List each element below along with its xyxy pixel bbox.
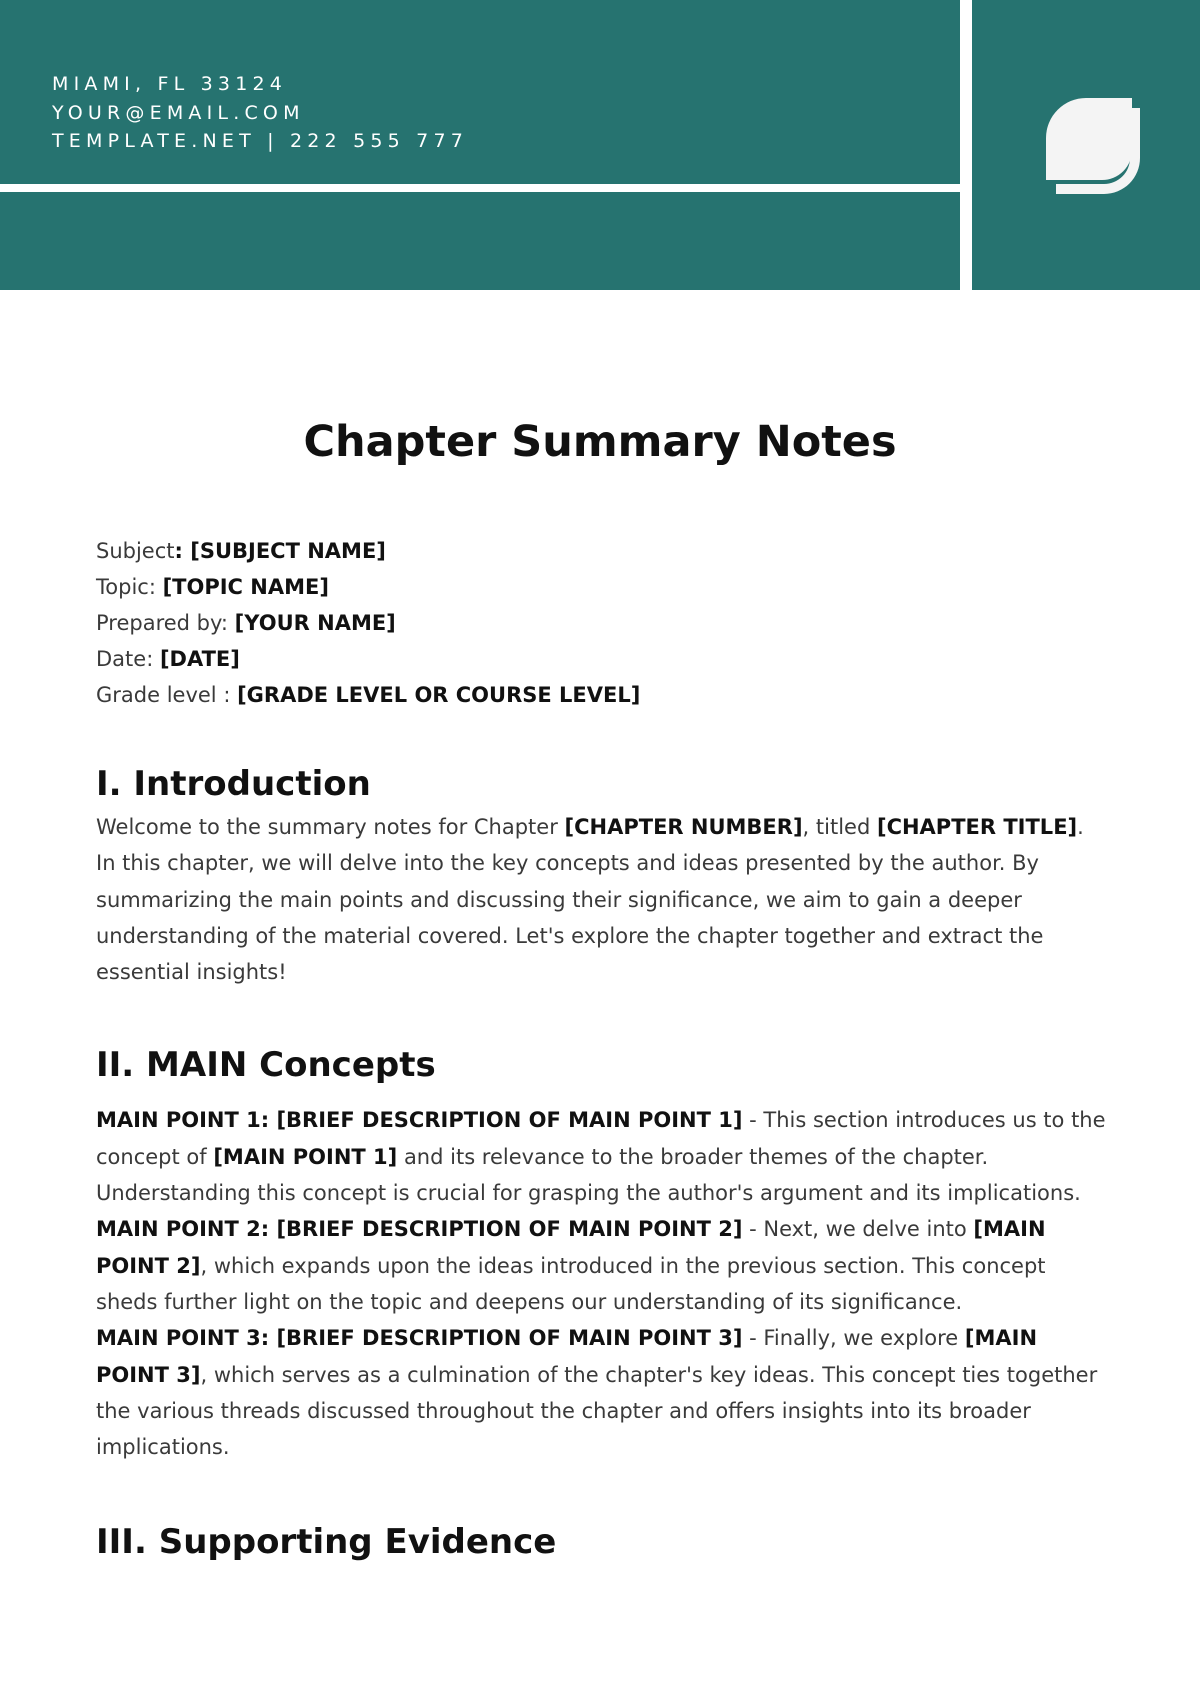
meta-date [96, 641, 1106, 677]
meta-label: Topic: [96, 575, 163, 599]
section-heading-supporting-evidence: III. Supporting Evidence [96, 1522, 557, 1563]
main-point-paragraph [96, 1320, 1106, 1465]
meta-value: [YOUR NAME] [234, 611, 396, 635]
section-heading-introduction: I. Introduction [96, 764, 371, 804]
meta-prepared-by [96, 605, 1106, 641]
meta-subject [96, 533, 1106, 569]
letterhead-header [0, 0, 1200, 290]
header-teal-strip [0, 192, 960, 290]
page-title: Chapter Summary Notes [303, 417, 897, 467]
main-point-ref: [MAIN POINT 2] [96, 1217, 1046, 1278]
main-point-label: MAIN POINT 2: [BRIEF DESCRIPTION OF MAIN POINT 2] [96, 1217, 743, 1242]
chapter-number-placeholder: [CHAPTER NUMBER] [564, 815, 803, 839]
meta-label: Subject [96, 539, 175, 563]
main-point-text: , which serves as a culmination of the chapter's key ideas. This concept ties together the various threads discussed throughout the chapter and offers insights into its broader implications. [96, 1362, 1098, 1460]
chapter-title-placeholder: [CHAPTER TITLE] [876, 815, 1078, 839]
section-heading-main-concepts: II. MAIN Concepts [96, 1045, 436, 1086]
document-body [96, 533, 1106, 1567]
main-point-ref: [MAIN POINT 3] [96, 1326, 1038, 1387]
meta-value: [TOPIC NAME] [162, 575, 329, 599]
meta-label: Prepared by: [96, 611, 235, 635]
intro-text: . In this chapter, we will delve into the key concepts and ideas presented by the author. By summarizing the main points and discussing their significance, we aim to gain a deeper understanding of the material covered. Let's explore the chapter together and extract the essential insights! [96, 815, 1084, 985]
meta-grade-level [96, 677, 1106, 713]
meta-value: [SUBJECT NAME] [190, 539, 386, 563]
introduction-paragraph [96, 809, 1106, 990]
main-point-label: MAIN POINT 1: [BRIEF DESCRIPTION OF MAIN POINT 1] [96, 1108, 743, 1133]
main-point-text: - This section introduces us to the concept of [96, 1108, 1106, 1169]
meta-label: Date: [96, 647, 160, 671]
meta-value: [DATE] [159, 647, 240, 671]
main-point-label: MAIN POINT 3: [BRIEF DESCRIPTION OF MAIN POINT 3] [96, 1326, 743, 1351]
main-point-paragraph [96, 1102, 1106, 1211]
contact-website-phone: TEMPLATE.NET | 222 555 777 [52, 130, 469, 152]
main-point-text: - Finally, we explore [742, 1326, 965, 1351]
main-point-ref: [MAIN POINT 1] [213, 1144, 398, 1169]
main-point-text: - Next, we delve into [742, 1217, 974, 1242]
main-point-text: , which expands upon the ideas introduced in the previous section. This concept sheds further light on the topic and deepens our understanding of its significance. [96, 1253, 1046, 1314]
contact-info [52, 70, 468, 156]
main-point-paragraph [96, 1211, 1106, 1320]
meta-label: Grade level : [96, 683, 238, 707]
meta-fields [96, 533, 1106, 713]
meta-topic [96, 569, 1106, 605]
leaf-shape-icon [1044, 96, 1144, 196]
main-points-list [96, 1102, 1106, 1465]
intro-text: , titled [802, 815, 877, 839]
contact-email: YOUR@EMAIL.COM [52, 101, 305, 124]
main-point-text: and its relevance to the broader themes of the chapter. Understanding this concept is crucial for grasping the author's argument and its implications. [96, 1144, 1081, 1206]
meta-value: [GRADE LEVEL OR COURSE LEVEL] [237, 683, 641, 707]
meta-separator: : [174, 539, 191, 563]
intro-text: Welcome to the summary notes for Chapter [96, 815, 565, 839]
contact-address: MIAMI, FL 33124 [52, 73, 288, 95]
